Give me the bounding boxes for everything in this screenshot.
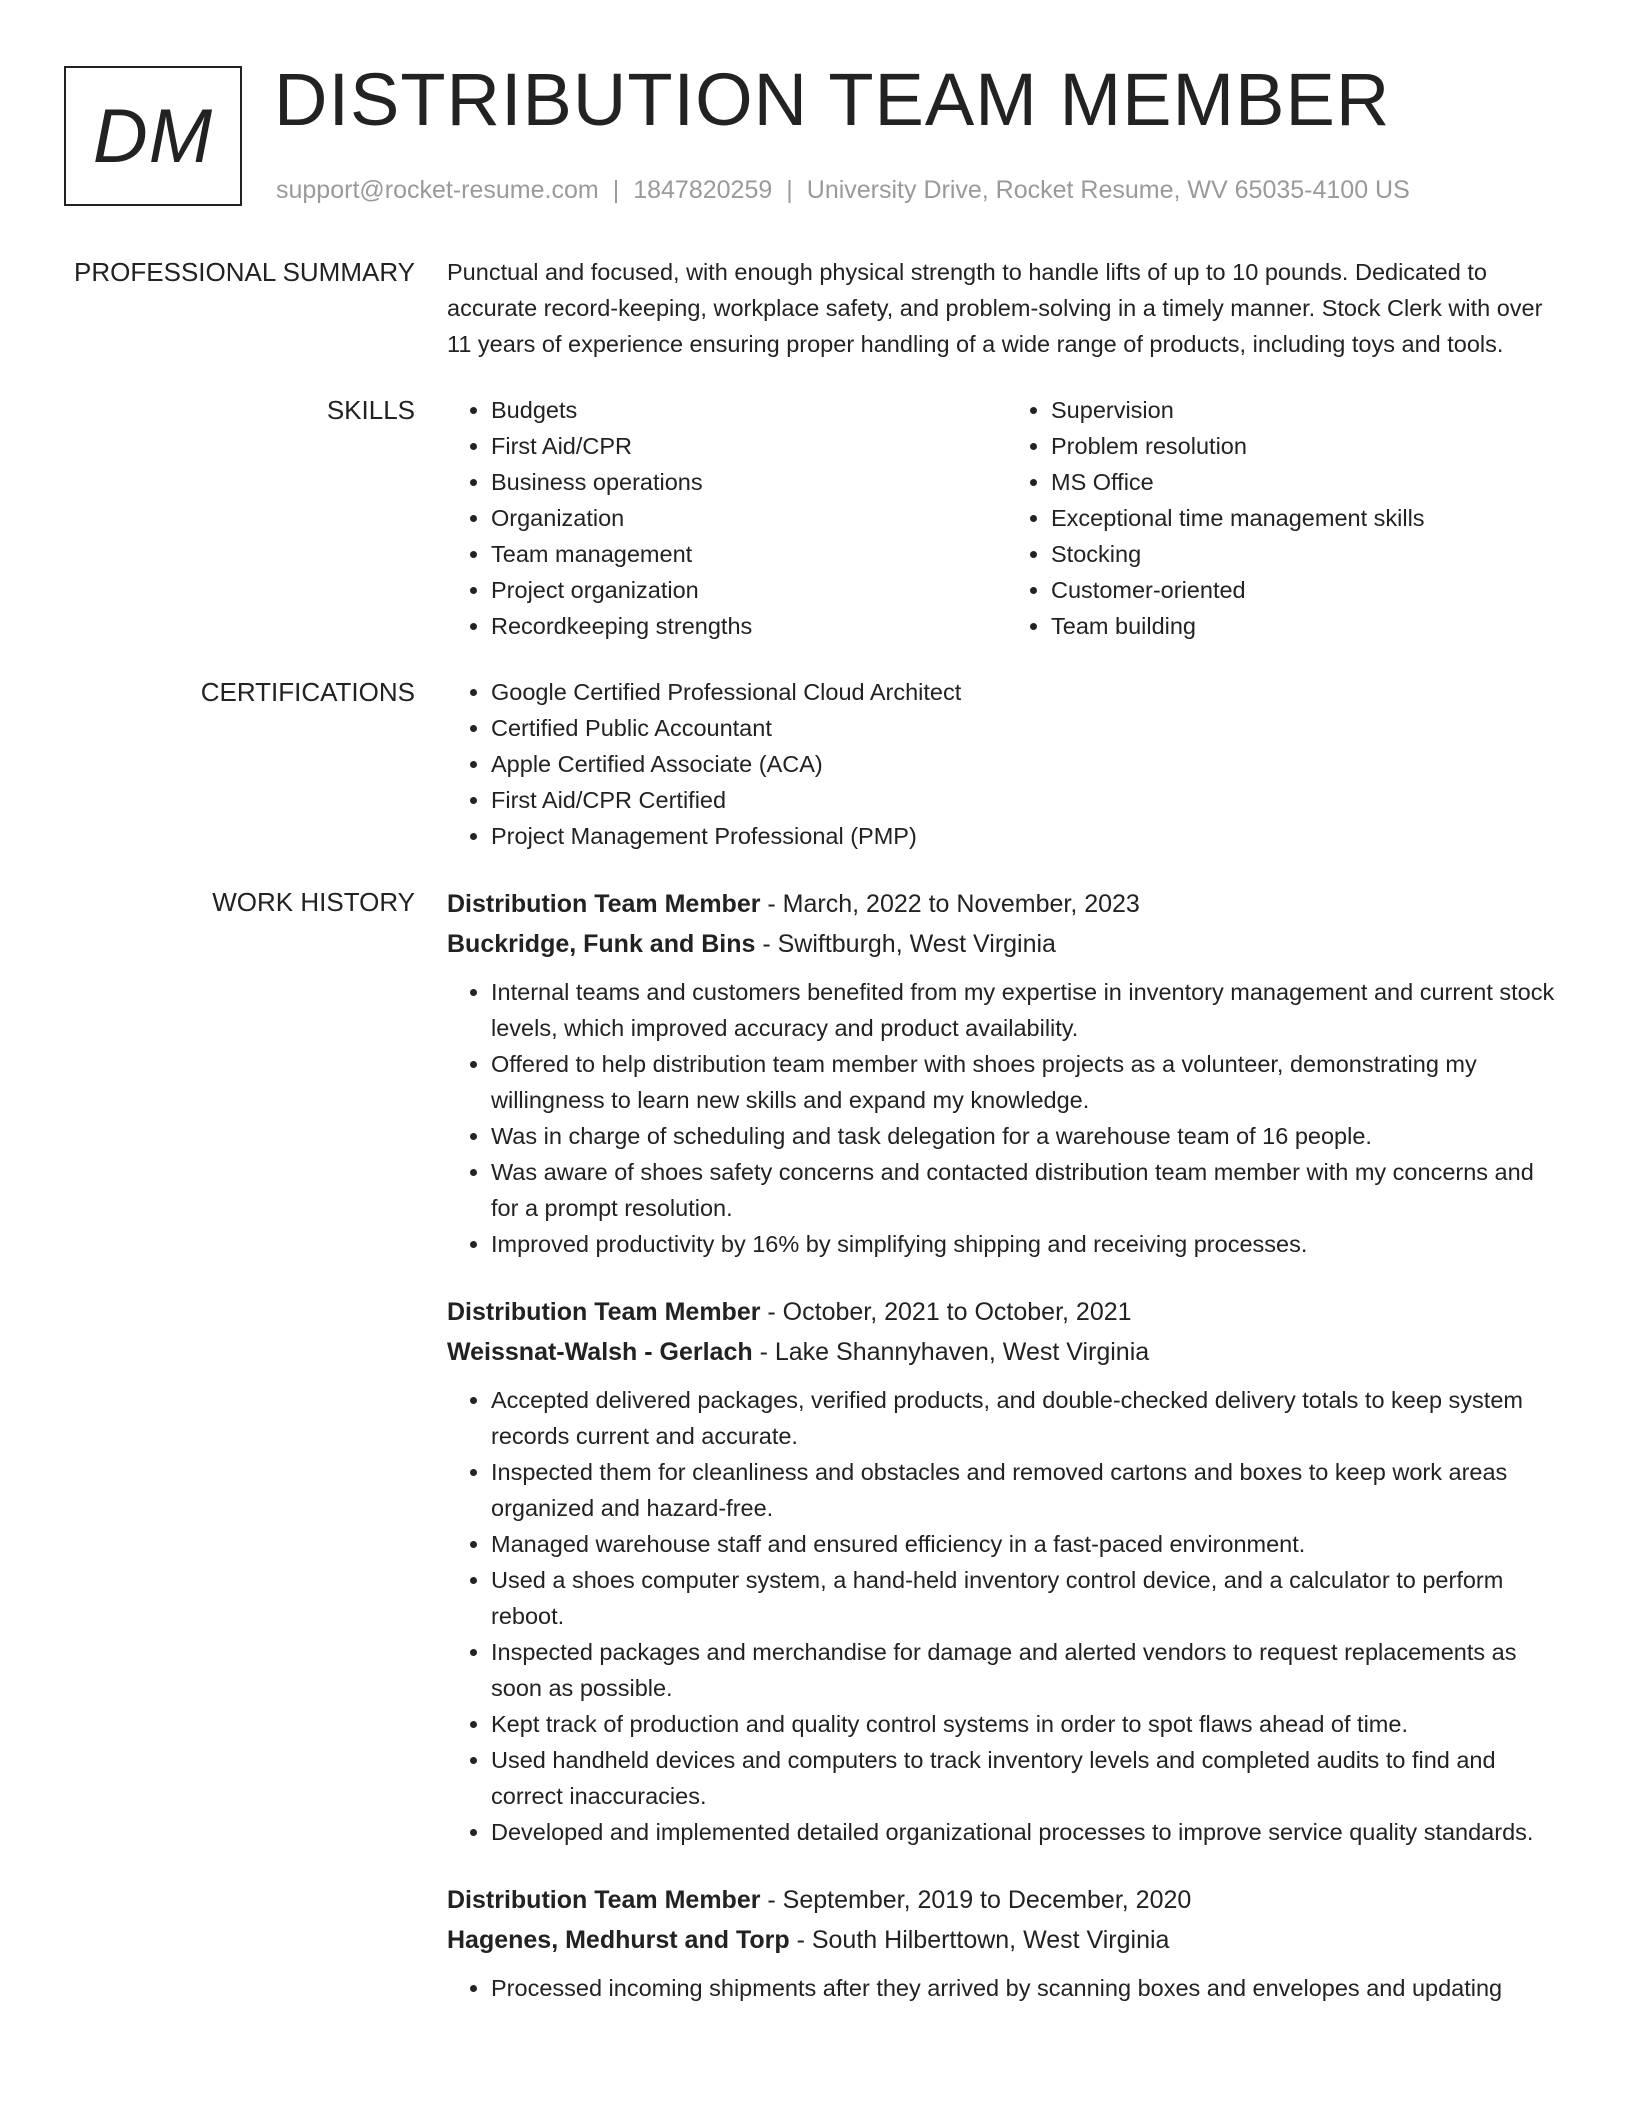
- job-bullet: • Offered to help distribution team member with shoes projects as a volunteer, demonstrating my willingness to learn new skills and expand my knowledge.: [491, 1046, 1567, 1118]
- skill-item: • Business operations: [491, 464, 1007, 500]
- summary-section: [0, 254, 1632, 362]
- job-bullet: • Processed incoming shipments after they arrived by scanning boxes and envelopes and updating: [491, 1970, 1567, 2006]
- job-bullet: • Developed and implemented detailed organizational processes to improve service quality standards.: [491, 1814, 1567, 1850]
- job-company: Weissnat-Walsh - Gerlach: [447, 1338, 753, 1366]
- certification-item: • Apple Certified Associate (ACA): [491, 746, 1567, 782]
- section-label-work-history: WORK HISTORY: [212, 887, 415, 917]
- job-entry: [447, 1880, 1567, 2006]
- job-dates: - September, 2019 to December, 2020: [760, 1886, 1192, 1914]
- section-label-certifications: CERTIFICATIONS: [200, 677, 415, 707]
- skill-item: • MS Office: [1051, 464, 1567, 500]
- skill-item: • Budgets: [491, 392, 1007, 428]
- contact-email: support@rocket-resume.com: [276, 176, 599, 204]
- job-bullet: • Used handheld devices and computers to track inventory levels and completed audits to find and correct inaccuracies.: [491, 1742, 1567, 1814]
- job-location: - Lake Shannyhaven, West Virginia: [752, 1338, 1150, 1366]
- job-title-line: [447, 1880, 1567, 1920]
- job-bullets: [447, 1970, 1567, 2006]
- job-bullet: • Internal teams and customers benefited from my expertise in inventory management and current stock levels, which improved accuracy and product availability.: [491, 974, 1567, 1046]
- job-bullet: • Improved productivity by 16% by simplifying shipping and receiving processes.: [491, 1226, 1567, 1262]
- monogram-box: DM: [64, 66, 242, 206]
- certification-item: • Project Management Professional (PMP): [491, 818, 1567, 854]
- candidate-name: DISTRIBUTION TEAM MEMBER: [274, 58, 1391, 141]
- certification-item: • Certified Public Accountant: [491, 710, 1567, 746]
- job-company-line: [447, 1920, 1567, 1960]
- job-entry: [447, 884, 1567, 1262]
- certifications-section: [0, 674, 1632, 854]
- job-location: - Swiftburgh, West Virginia: [755, 930, 1056, 958]
- skills-list-right: [1007, 392, 1567, 644]
- skill-item: • Organization: [491, 500, 1007, 536]
- contact-line: [276, 174, 1410, 206]
- skill-item: • Problem resolution: [1051, 428, 1567, 464]
- work-history-body: [447, 884, 1567, 2036]
- summary-body: [447, 254, 1567, 362]
- contact-phone: 1847820259: [633, 176, 773, 204]
- skill-item: • Supervision: [1051, 392, 1567, 428]
- skill-item: • Project organization: [491, 572, 1007, 608]
- skill-item: • Customer-oriented: [1051, 572, 1567, 608]
- contact-address: University Drive, Rocket Resume, WV 65035-4100 US: [806, 176, 1410, 204]
- work-history-section: [0, 884, 1632, 2036]
- job-bullets: [447, 974, 1567, 1262]
- job-dates: - October, 2021 to October, 2021: [760, 1298, 1132, 1326]
- skill-item: • Team management: [491, 536, 1007, 572]
- job-title-line: [447, 884, 1567, 924]
- certifications-body: [447, 674, 1567, 854]
- job-bullet: • Kept track of production and quality control systems in order to spot flaws ahead of time.: [491, 1706, 1567, 1742]
- resume-content: [0, 254, 1632, 2066]
- job-company: Buckridge, Funk and Bins: [447, 930, 756, 958]
- certification-item: • First Aid/CPR Certified: [491, 782, 1567, 818]
- job-company-line: [447, 924, 1567, 964]
- job-bullets: [447, 1382, 1567, 1850]
- job-bullet: • Was aware of shoes safety concerns and contacted distribution team member with my concerns and for a prompt resolution.: [491, 1154, 1567, 1226]
- skills-section: [0, 392, 1632, 644]
- job-company: Hagenes, Medhurst and Torp: [447, 1926, 790, 1954]
- skill-item: • Recordkeeping strengths: [491, 608, 1007, 644]
- job-company-line: [447, 1332, 1567, 1372]
- job-bullet: • Managed warehouse staff and ensured efficiency in a fast-paced environment.: [491, 1526, 1567, 1562]
- job-location: - South Hilberttown, West Virginia: [789, 1926, 1170, 1954]
- job-bullet: • Used a shoes computer system, a hand-held inventory control device, and a calculator to perform reboot.: [491, 1562, 1567, 1634]
- skill-item: • Exceptional time management skills: [1051, 500, 1567, 536]
- job-title: Distribution Team Member: [447, 890, 761, 918]
- skills-body: [447, 392, 1567, 644]
- job-title-line: [447, 1292, 1567, 1332]
- job-dates: - March, 2022 to November, 2023: [760, 890, 1140, 918]
- job-title: Distribution Team Member: [447, 1298, 761, 1326]
- skills-list-left: [447, 392, 1007, 644]
- job-bullet: • Inspected packages and merchandise for damage and alerted vendors to request replacements as soon as possible.: [491, 1634, 1567, 1706]
- skill-item: • First Aid/CPR: [491, 428, 1007, 464]
- summary-text: Punctual and focused, with enough physical strength to handle lifts of up to 10 pounds. Dedicated to accurate record-keeping, workplace safety, and problem-solving in a timely manner. Stock Clerk with over 11 years of experience ensuring proper handling of a wide range of products, including toys and tools.: [447, 259, 1543, 357]
- contact-separator: |: [612, 176, 620, 204]
- job-title: Distribution Team Member: [447, 1886, 761, 1914]
- certification-item: • Google Certified Professional Cloud Architect: [491, 674, 1567, 710]
- skill-item: • Stocking: [1051, 536, 1567, 572]
- contact-separator: |: [786, 176, 793, 204]
- job-entry: [447, 1292, 1567, 1850]
- certifications-list: [447, 674, 1567, 854]
- section-label-skills: SKILLS: [326, 395, 415, 425]
- job-bullet: • Was in charge of scheduling and task delegation for a warehouse team of 16 people.: [491, 1118, 1567, 1154]
- section-label-summary: PROFESSIONAL SUMMARY: [74, 257, 415, 287]
- job-bullet: • Accepted delivered packages, verified products, and double-checked delivery totals to keep system records current and accurate.: [491, 1382, 1567, 1454]
- skill-item: • Team building: [1051, 608, 1567, 644]
- job-bullet: • Inspected them for cleanliness and obstacles and removed cartons and boxes to keep work areas organized and hazard-free.: [491, 1454, 1567, 1526]
